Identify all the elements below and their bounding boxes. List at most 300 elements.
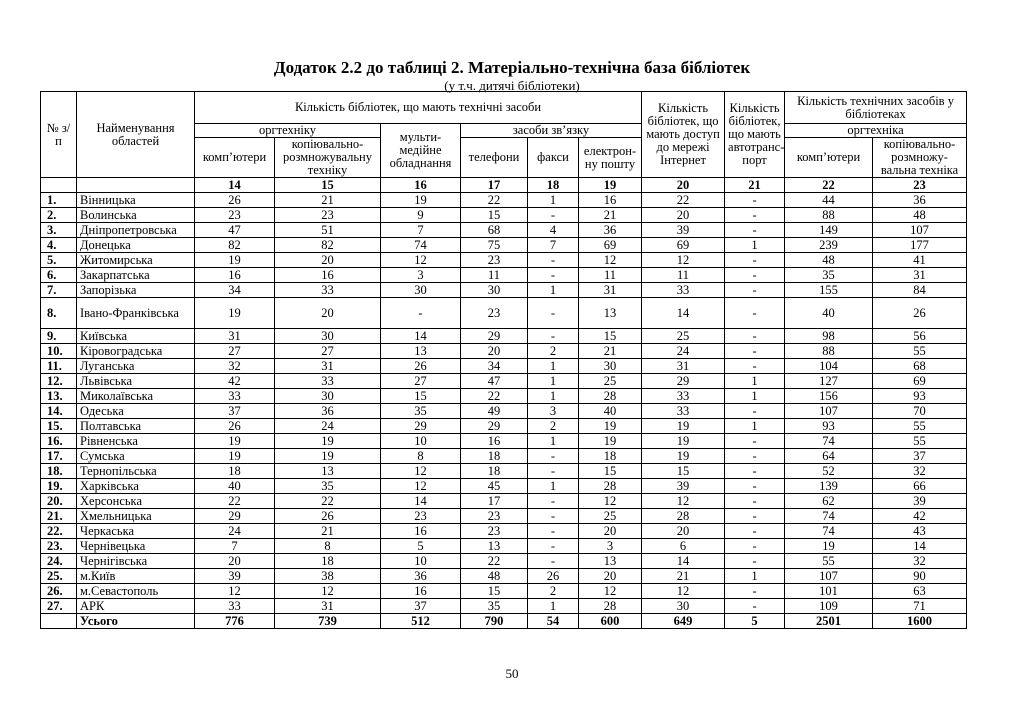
- table-cell: 15: [642, 464, 725, 479]
- table-cell: -: [725, 599, 785, 614]
- table-row: [41, 298, 967, 329]
- table-cell: 23: [461, 253, 528, 268]
- table-cell: 22: [275, 494, 381, 509]
- table-cell: 19: [275, 449, 381, 464]
- table-cell: -: [725, 449, 785, 464]
- table-cell: -: [725, 223, 785, 238]
- table-cell: 35: [275, 479, 381, 494]
- row-number: 6.: [41, 268, 77, 283]
- table-cell: 42: [873, 509, 967, 524]
- table-cell: -: [725, 268, 785, 283]
- table-cell: -: [528, 524, 579, 539]
- table-cell: 11: [461, 268, 528, 283]
- table-cell: 12: [195, 584, 275, 599]
- table-cell: 15: [461, 584, 528, 599]
- table-cell: 18: [275, 554, 381, 569]
- library-equipment-table: [40, 91, 967, 629]
- table-row: [41, 223, 967, 238]
- column-number-empty-1: [41, 178, 77, 193]
- table-row: [41, 524, 967, 539]
- row-number: 25.: [41, 569, 77, 584]
- table-cell: 26: [195, 419, 275, 434]
- region-name: м.Київ: [77, 569, 195, 584]
- total-cell: 1600: [873, 614, 967, 629]
- table-row: [41, 374, 967, 389]
- table-cell: -: [528, 253, 579, 268]
- header-computers: комп’ютери: [195, 138, 275, 178]
- table-cell: 29: [461, 419, 528, 434]
- table-cell: 48: [873, 208, 967, 223]
- table-cell: 48: [461, 569, 528, 584]
- table-row: [41, 494, 967, 509]
- table-cell: 22: [195, 494, 275, 509]
- table-cell: 75: [461, 238, 528, 253]
- header-phones: телефони: [461, 138, 528, 178]
- table-row: [41, 404, 967, 419]
- table-cell: 19: [642, 419, 725, 434]
- table-cell: 39: [195, 569, 275, 584]
- table-cell: -: [725, 298, 785, 329]
- table-cell: 29: [642, 374, 725, 389]
- table-cell: 35: [381, 404, 461, 419]
- table-cell: 71: [873, 599, 967, 614]
- table-cell: 14: [381, 494, 461, 509]
- table-cell: 30: [275, 329, 381, 344]
- table-cell: 21: [579, 208, 642, 223]
- total-cell: 54: [528, 614, 579, 629]
- table-row: [41, 344, 967, 359]
- table-cell: 40: [195, 479, 275, 494]
- table-cell: 23: [275, 208, 381, 223]
- row-number: 16.: [41, 434, 77, 449]
- header-copiers: копіювально-розмножувальну техніку: [275, 138, 381, 178]
- column-number-empty-2: [77, 178, 195, 193]
- table-cell: 74: [381, 238, 461, 253]
- table-cell: -: [528, 298, 579, 329]
- table-cell: 8: [381, 449, 461, 464]
- table-cell: 74: [785, 509, 873, 524]
- table-cell: 55: [873, 434, 967, 449]
- row-number: 11.: [41, 359, 77, 374]
- table-cell: 4: [528, 223, 579, 238]
- region-name: Запорізька: [77, 283, 195, 298]
- table-cell: 11: [642, 268, 725, 283]
- table-cell: 19: [195, 434, 275, 449]
- table-cell: 14: [642, 298, 725, 329]
- table-cell: 19: [642, 434, 725, 449]
- table-cell: 6: [642, 539, 725, 554]
- row-number: 12.: [41, 374, 77, 389]
- table-cell: 19: [381, 193, 461, 208]
- table-cell: 21: [579, 344, 642, 359]
- table-cell: 13: [579, 554, 642, 569]
- table-cell: 63: [873, 584, 967, 599]
- table-cell: 9: [381, 208, 461, 223]
- region-name: Сумська: [77, 449, 195, 464]
- total-empty-cell: [41, 614, 77, 629]
- row-number: 17.: [41, 449, 77, 464]
- table-cell: 149: [785, 223, 873, 238]
- table-cell: 39: [642, 223, 725, 238]
- header-region-name: Найменування областей: [77, 92, 195, 178]
- row-number: 5.: [41, 253, 77, 268]
- total-cell: 790: [461, 614, 528, 629]
- table-cell: 19: [579, 419, 642, 434]
- row-number: 7.: [41, 283, 77, 298]
- region-name: Херсонська: [77, 494, 195, 509]
- table-cell: 23: [461, 298, 528, 329]
- table-cell: 27: [195, 344, 275, 359]
- table-cell: -: [528, 208, 579, 223]
- table-cell: -: [725, 434, 785, 449]
- table-cell: 20: [461, 344, 528, 359]
- table-cell: 25: [579, 374, 642, 389]
- region-name: Донецька: [77, 238, 195, 253]
- table-cell: 155: [785, 283, 873, 298]
- region-name: м.Севастополь: [77, 584, 195, 599]
- row-number: 1.: [41, 193, 77, 208]
- header-orgtech-2: оргтехніка: [785, 124, 967, 138]
- region-name: Одеська: [77, 404, 195, 419]
- table-cell: 3: [579, 539, 642, 554]
- table-cell: 12: [381, 253, 461, 268]
- table-body: [41, 193, 967, 629]
- table-cell: 69: [642, 238, 725, 253]
- region-name: АРК: [77, 599, 195, 614]
- row-number: 20.: [41, 494, 77, 509]
- region-name: Харківська: [77, 479, 195, 494]
- table-cell: 31: [195, 329, 275, 344]
- row-number: 27.: [41, 599, 77, 614]
- header-orgtech: оргтехніку: [195, 124, 381, 138]
- header-computers-2: комп’ютери: [785, 138, 873, 178]
- table-cell: 7: [381, 223, 461, 238]
- table-cell: 74: [785, 434, 873, 449]
- table-cell: 1: [528, 283, 579, 298]
- table-cell: 55: [873, 344, 967, 359]
- table-row: [41, 238, 967, 253]
- table-cell: 28: [579, 599, 642, 614]
- table-cell: 21: [642, 569, 725, 584]
- row-number: 2.: [41, 208, 77, 223]
- table-cell: 16: [579, 193, 642, 208]
- column-number: 15: [275, 178, 381, 193]
- table-cell: 88: [785, 344, 873, 359]
- table-cell: 16: [461, 434, 528, 449]
- table-cell: 18: [461, 449, 528, 464]
- table-cell: 55: [785, 554, 873, 569]
- table-row: [41, 479, 967, 494]
- table-cell: 39: [873, 494, 967, 509]
- table-cell: 32: [873, 464, 967, 479]
- region-name: Івано-Франківська: [77, 298, 195, 329]
- table-cell: -: [725, 554, 785, 569]
- table-cell: 36: [873, 193, 967, 208]
- table-row: [41, 464, 967, 479]
- table-cell: 22: [461, 193, 528, 208]
- row-number: 23.: [41, 539, 77, 554]
- row-number: 8.: [41, 298, 77, 329]
- total-cell: 649: [642, 614, 725, 629]
- header-copiers-2: копіювально-розмножу-вальна техніка: [873, 138, 967, 178]
- header-faxes: факси: [528, 138, 579, 178]
- table-cell: 19: [579, 434, 642, 449]
- table-row: [41, 419, 967, 434]
- table-cell: -: [725, 193, 785, 208]
- row-number: 24.: [41, 554, 77, 569]
- table-cell: 12: [642, 494, 725, 509]
- header-internet: Кількість бібліотек, що мають доступ до мережі Інтернет: [642, 92, 725, 178]
- table-cell: 30: [381, 283, 461, 298]
- table-cell: -: [528, 329, 579, 344]
- column-number: 18: [528, 178, 579, 193]
- table-cell: 62: [785, 494, 873, 509]
- table-cell: 14: [873, 539, 967, 554]
- table-cell: 22: [461, 554, 528, 569]
- table-cell: 2: [528, 344, 579, 359]
- table-cell: 21: [275, 193, 381, 208]
- table-cell: 98: [785, 329, 873, 344]
- table-cell: 239: [785, 238, 873, 253]
- table-cell: -: [725, 359, 785, 374]
- column-number: 22: [785, 178, 873, 193]
- header-email: електрон-ну пошту: [579, 138, 642, 178]
- table-cell: 5: [381, 539, 461, 554]
- table-cell: 10: [381, 434, 461, 449]
- table-cell: 14: [381, 329, 461, 344]
- table-cell: 41: [873, 253, 967, 268]
- row-number: 3.: [41, 223, 77, 238]
- table-cell: 1: [528, 374, 579, 389]
- table-cell: 7: [528, 238, 579, 253]
- table-cell: 52: [785, 464, 873, 479]
- table-cell: -: [725, 344, 785, 359]
- table-cell: 25: [579, 509, 642, 524]
- table-row: [41, 569, 967, 584]
- table-cell: 36: [579, 223, 642, 238]
- table-cell: 156: [785, 389, 873, 404]
- table-cell: 2: [528, 419, 579, 434]
- table-cell: 12: [579, 253, 642, 268]
- table-cell: 1: [528, 479, 579, 494]
- region-name: Луганська: [77, 359, 195, 374]
- table-cell: 27: [381, 374, 461, 389]
- table-cell: 20: [195, 554, 275, 569]
- row-number: 13.: [41, 389, 77, 404]
- table-cell: 15: [579, 329, 642, 344]
- table-row: [41, 509, 967, 524]
- table-cell: 30: [461, 283, 528, 298]
- table-cell: 82: [195, 238, 275, 253]
- table-row: [41, 253, 967, 268]
- table-cell: -: [725, 253, 785, 268]
- table-cell: 16: [381, 524, 461, 539]
- table-cell: 12: [642, 584, 725, 599]
- table-cell: -: [725, 494, 785, 509]
- table-row: [41, 193, 967, 208]
- table-cell: 19: [195, 253, 275, 268]
- table-cell: 56: [873, 329, 967, 344]
- table-cell: 22: [461, 389, 528, 404]
- table-cell: 33: [195, 599, 275, 614]
- table-cell: 1: [725, 569, 785, 584]
- table-cell: 12: [642, 253, 725, 268]
- table-cell: -: [725, 464, 785, 479]
- table-cell: 90: [873, 569, 967, 584]
- table-cell: 21: [275, 524, 381, 539]
- table-cell: 31: [275, 599, 381, 614]
- table-cell: 12: [579, 494, 642, 509]
- table-cell: 177: [873, 238, 967, 253]
- table-cell: -: [725, 404, 785, 419]
- table-cell: 27: [275, 344, 381, 359]
- page-number: 50: [505, 666, 519, 681]
- table-cell: 1: [725, 419, 785, 434]
- table-cell: -: [381, 298, 461, 329]
- table-cell: 20: [275, 253, 381, 268]
- table-cell: 107: [785, 569, 873, 584]
- table-cell: 84: [873, 283, 967, 298]
- table-cell: 101: [785, 584, 873, 599]
- table-cell: -: [528, 494, 579, 509]
- header-means-group: Кількість технічних засобів у бібліотеках: [785, 92, 967, 124]
- total-cell: 512: [381, 614, 461, 629]
- table-cell: 22: [642, 193, 725, 208]
- table-cell: 69: [579, 238, 642, 253]
- region-name: Волинська: [77, 208, 195, 223]
- table-cell: 26: [381, 359, 461, 374]
- table-cell: 26: [275, 509, 381, 524]
- table-cell: 18: [195, 464, 275, 479]
- table-cell: 37: [195, 404, 275, 419]
- total-label: Усього: [77, 614, 195, 629]
- table-cell: 1: [528, 434, 579, 449]
- region-name: Дніпропетровська: [77, 223, 195, 238]
- table-cell: 42: [195, 374, 275, 389]
- table-cell: 14: [642, 554, 725, 569]
- table-cell: 33: [275, 374, 381, 389]
- table-row: [41, 329, 967, 344]
- column-number: 23: [873, 178, 967, 193]
- table-cell: 3: [381, 268, 461, 283]
- table-row: [41, 268, 967, 283]
- table-cell: 74: [785, 524, 873, 539]
- table-row: [41, 389, 967, 404]
- table-cell: 29: [381, 419, 461, 434]
- table-cell: 29: [461, 329, 528, 344]
- table-cell: 31: [642, 359, 725, 374]
- table-cell: 139: [785, 479, 873, 494]
- column-number: 14: [195, 178, 275, 193]
- table-cell: 1: [528, 359, 579, 374]
- table-cell: 23: [381, 509, 461, 524]
- table-cell: 55: [873, 419, 967, 434]
- table-cell: 19: [195, 449, 275, 464]
- table-cell: 20: [275, 298, 381, 329]
- table-cell: 17: [461, 494, 528, 509]
- table-cell: 19: [642, 449, 725, 464]
- total-cell: 776: [195, 614, 275, 629]
- table-cell: -: [528, 539, 579, 554]
- table-cell: 31: [275, 359, 381, 374]
- region-name: Тернопільська: [77, 464, 195, 479]
- header-tech-group: Кількість бібліотек, що мають технічні засоби: [195, 92, 642, 124]
- table-cell: 64: [785, 449, 873, 464]
- table-row: [41, 434, 967, 449]
- table-cell: 37: [873, 449, 967, 464]
- table-cell: 40: [785, 298, 873, 329]
- table-cell: 19: [785, 539, 873, 554]
- table-cell: 88: [785, 208, 873, 223]
- table-cell: 1: [528, 389, 579, 404]
- row-number: 14.: [41, 404, 77, 419]
- table-cell: 28: [579, 389, 642, 404]
- document-title: Додаток 2.2 до таблиці 2. Матеріально-технічна база бібліотек: [273, 58, 751, 77]
- table-cell: -: [725, 208, 785, 223]
- region-name: Рівненська: [77, 434, 195, 449]
- total-cell: 600: [579, 614, 642, 629]
- table-cell: 35: [785, 268, 873, 283]
- table-cell: 30: [579, 359, 642, 374]
- region-name: Чернівецька: [77, 539, 195, 554]
- table-cell: 33: [275, 283, 381, 298]
- table-cell: 18: [461, 464, 528, 479]
- table-cell: 51: [275, 223, 381, 238]
- row-number: 26.: [41, 584, 77, 599]
- column-number: 17: [461, 178, 528, 193]
- total-cell: 2501: [785, 614, 873, 629]
- table-cell: 66: [873, 479, 967, 494]
- table-cell: 107: [785, 404, 873, 419]
- row-number: 15.: [41, 419, 77, 434]
- table-cell: 3: [528, 404, 579, 419]
- table-cell: 37: [381, 599, 461, 614]
- table-row: [41, 584, 967, 599]
- total-cell: 739: [275, 614, 381, 629]
- table-cell: 16: [275, 268, 381, 283]
- header-communication: засоби зв’язку: [461, 124, 642, 138]
- column-number: 16: [381, 178, 461, 193]
- table-cell: 30: [275, 389, 381, 404]
- table-cell: 19: [195, 298, 275, 329]
- table-cell: 31: [873, 268, 967, 283]
- header-multimedia: мульти-медійне обладнання: [381, 124, 461, 178]
- table-cell: 18: [579, 449, 642, 464]
- table-cell: 26: [528, 569, 579, 584]
- table-cell: 1: [725, 389, 785, 404]
- table-cell: -: [725, 524, 785, 539]
- table-cell: 1: [528, 193, 579, 208]
- table-cell: 20: [579, 524, 642, 539]
- table-cell: 45: [461, 479, 528, 494]
- region-name: Черкаська: [77, 524, 195, 539]
- table-cell: 16: [381, 584, 461, 599]
- table-cell: -: [528, 464, 579, 479]
- table-cell: 47: [195, 223, 275, 238]
- table-cell: 12: [579, 584, 642, 599]
- table-cell: 20: [642, 208, 725, 223]
- table-cell: 10: [381, 554, 461, 569]
- table-cell: 12: [381, 464, 461, 479]
- table-cell: 23: [195, 208, 275, 223]
- table-cell: 15: [381, 389, 461, 404]
- row-number: 18.: [41, 464, 77, 479]
- table-cell: 34: [461, 359, 528, 374]
- table-cell: -: [725, 329, 785, 344]
- region-name: Вінницька: [77, 193, 195, 208]
- table-cell: 23: [461, 509, 528, 524]
- row-number: 9.: [41, 329, 77, 344]
